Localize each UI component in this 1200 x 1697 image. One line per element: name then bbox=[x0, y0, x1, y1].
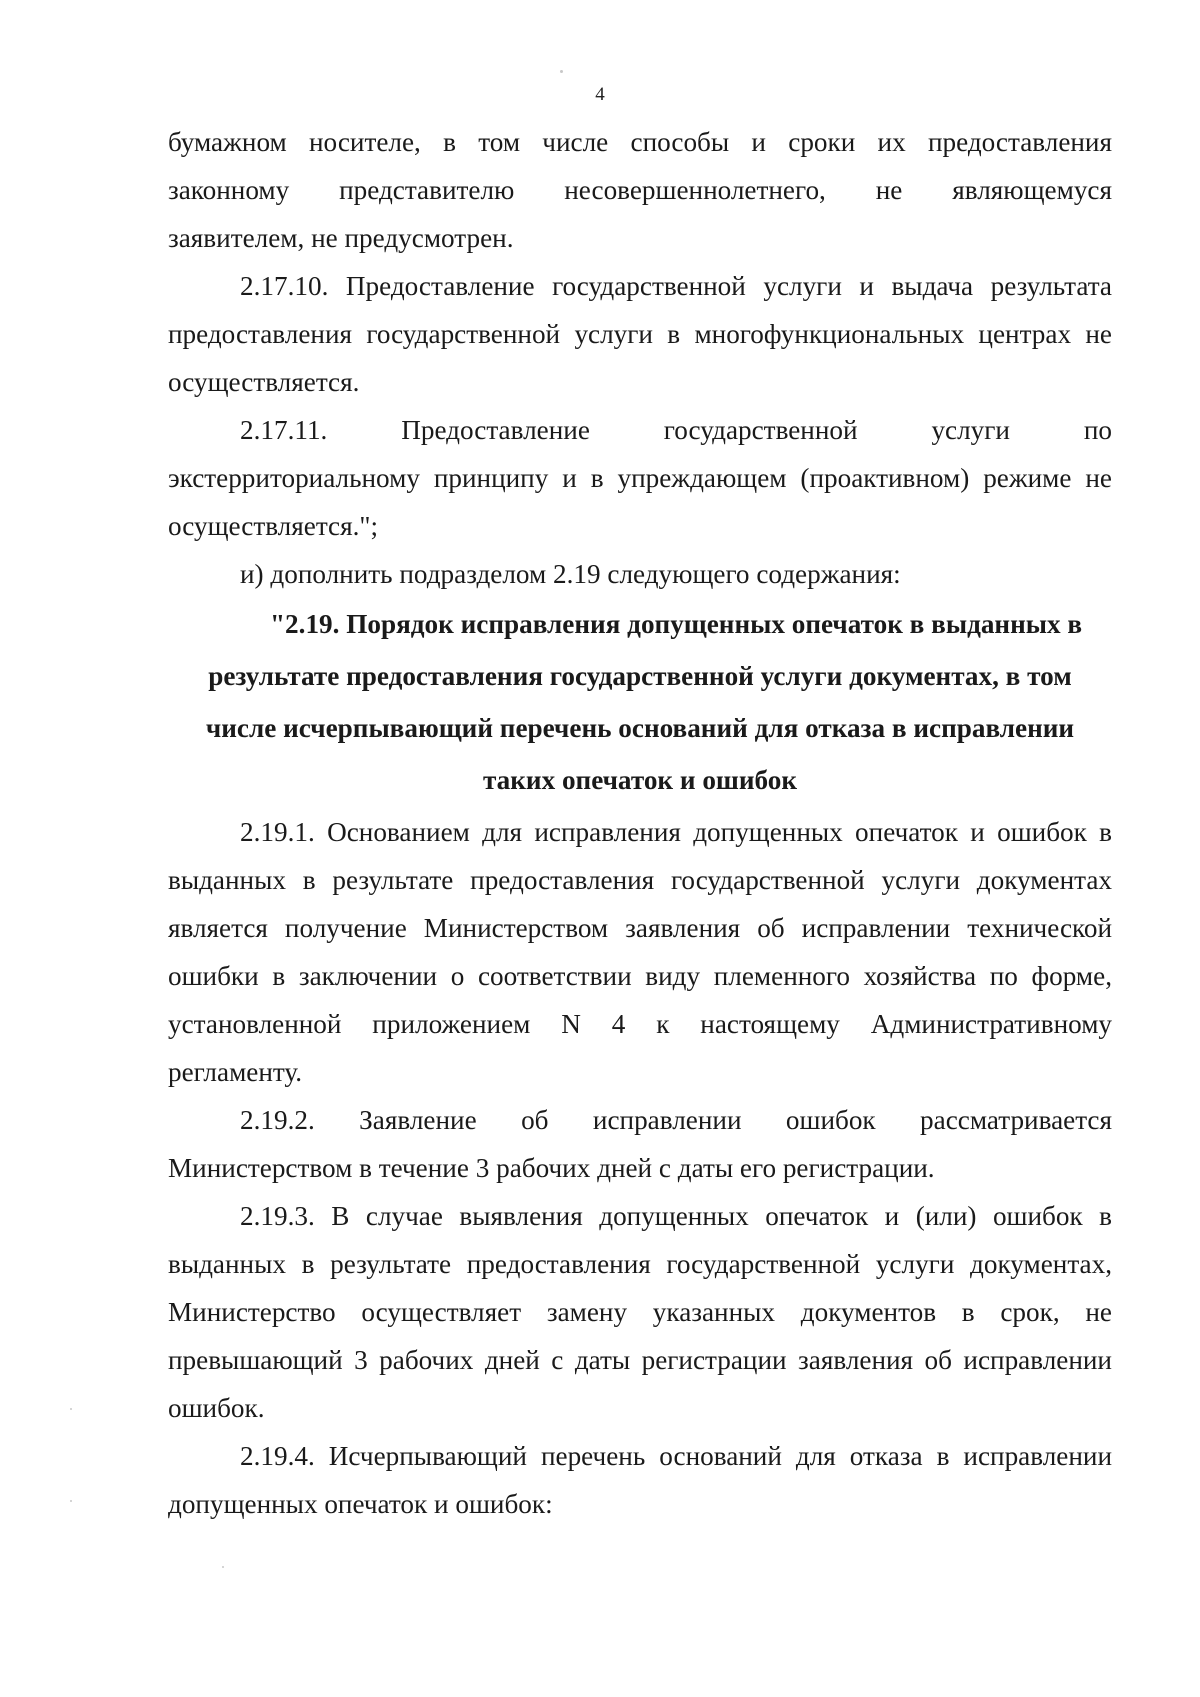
text-line: законному представителю несовершеннолетнего, не являющемуся bbox=[168, 175, 1112, 205]
text-line: выданных в результате предоставления государственной услуги документах, bbox=[168, 1249, 1112, 1279]
text-line: превышающий 3 рабочих дней с даты регистрации заявления об исправлении bbox=[168, 1345, 1112, 1375]
text-line: 2.19.2. Заявление об исправлении ошибок рассматривается bbox=[240, 1105, 1112, 1135]
text-line: ошибки в заключении о соответствии виду племенного хозяйства по форме, bbox=[168, 961, 1112, 991]
text-line: Министерством в течение 3 рабочих дней с даты его регистрации. bbox=[168, 1153, 935, 1183]
paragraph-amendment-i bbox=[168, 550, 1112, 598]
heading-line: "2.19. Порядок исправления допущенных опечаток в выданных в bbox=[269, 609, 1083, 639]
text-line: 2.19.1. Основанием для исправления допущенных опечаток и ошибок в bbox=[240, 817, 1112, 847]
text-line: 2.17.11. Предоставление государственной услуги по bbox=[240, 415, 1112, 445]
scan-speck bbox=[70, 1408, 72, 1410]
text-line: является получение Министерством заявления об исправлении технической bbox=[168, 913, 1112, 943]
text-line: заявителем, не предусмотрен. bbox=[168, 223, 514, 253]
text-line: регламенту. bbox=[168, 1057, 303, 1087]
text-line: 2.17.10. Предоставление государственной услуги и выдача результата bbox=[240, 271, 1112, 301]
paragraph-2-17-10 bbox=[168, 262, 1112, 406]
text-line: ошибок. bbox=[168, 1393, 265, 1423]
text-line: Министерство осуществляет замену указанных документов в срок, не bbox=[168, 1297, 1112, 1327]
paragraph-2-19-4 bbox=[168, 1432, 1112, 1528]
text-line: установленной приложением N 4 к настоящему Административному bbox=[168, 1009, 1112, 1039]
text-line: 2.19.3. В случае выявления допущенных опечаток и (или) ошибок в bbox=[240, 1201, 1112, 1231]
heading-line: результате предоставления государственной услуги документах, в том bbox=[208, 661, 1072, 691]
scan-speck bbox=[560, 70, 563, 73]
scan-speck bbox=[70, 1500, 72, 1502]
text-line: допущенных опечаток и ошибок: bbox=[168, 1489, 553, 1519]
text-line: и) дополнить подразделом 2.19 следующего содержания: bbox=[240, 559, 901, 589]
text-line: бумажном носителе, в том числе способы и сроки их предоставления bbox=[168, 127, 1112, 157]
heading-line: числе исчерпывающий перечень оснований для отказа в исправлении bbox=[205, 713, 1075, 743]
text-line: экстерриториальному принципу и в упреждающем (проактивном) режиме не bbox=[168, 463, 1112, 493]
scan-speck bbox=[222, 1566, 224, 1568]
text-line: осуществляется."; bbox=[168, 511, 379, 541]
paragraph-2-19-3 bbox=[168, 1192, 1112, 1432]
text-line: осуществляется. bbox=[168, 367, 360, 397]
page-number: 4 bbox=[595, 84, 605, 105]
paragraph-continuation bbox=[168, 118, 1112, 262]
paragraph-2-17-11 bbox=[168, 406, 1112, 550]
paragraph-2-19-2 bbox=[168, 1096, 1112, 1192]
heading-line: таких опечаток и ошибок bbox=[482, 765, 798, 795]
section-heading-2-19 bbox=[168, 598, 1112, 806]
text-line: предоставления государственной услуги в многофункциональных центрах не bbox=[168, 319, 1112, 349]
text-line: 2.19.4. Исчерпывающий перечень оснований для отказа в исправлении bbox=[240, 1441, 1112, 1471]
text-line: выданных в результате предоставления государственной услуги документах bbox=[168, 865, 1112, 895]
paragraph-2-19-1 bbox=[168, 808, 1112, 1096]
